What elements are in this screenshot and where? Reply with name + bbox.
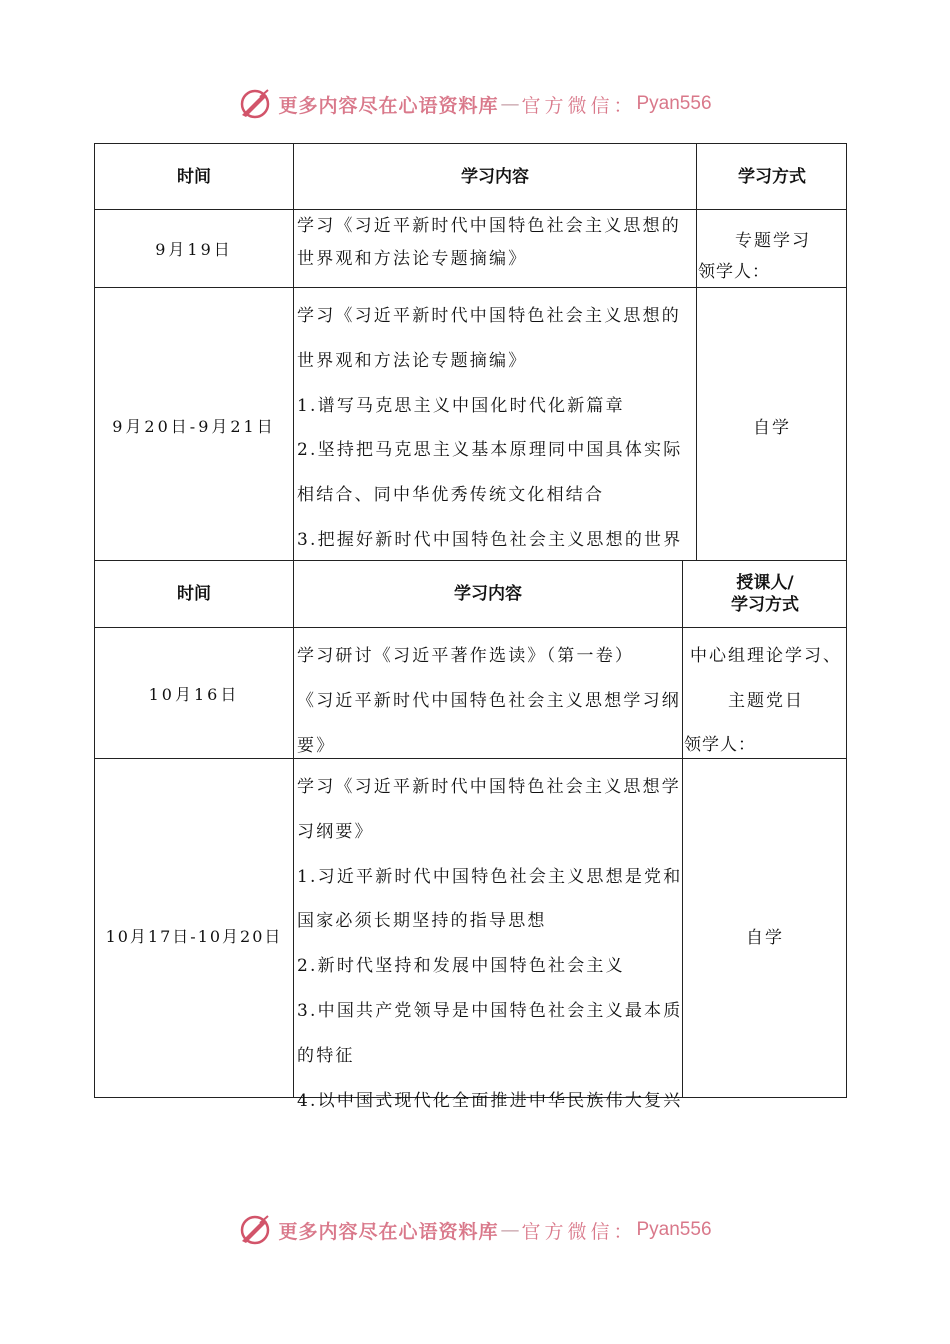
content-line: 习纲要》 xyxy=(297,821,374,842)
header-time: 时间 xyxy=(177,584,211,604)
row-content xyxy=(294,634,682,768)
watermark-wechat-id: Pyan556 xyxy=(636,1219,712,1240)
row-date: 9月20日-9月21日 xyxy=(112,416,276,436)
content-line: 《习近平新时代中国特色社会主义思想学习纲 xyxy=(297,690,681,711)
content-line: 学习《习近平新时代中国特色社会主义思想学 xyxy=(297,777,681,797)
header-time: 时间 xyxy=(177,166,211,187)
watermark-wechat-label: 官方微信： xyxy=(521,94,637,117)
content-line: 国家必须长期坚持的指导思想 xyxy=(297,911,547,932)
row-leader: 领学人： xyxy=(698,262,770,282)
schedule-table-1 xyxy=(94,143,847,561)
content-line: 相结合、同中华优秀传统文化相结合 xyxy=(297,485,605,506)
content-line: 1.习近平新时代中国特色社会主义思想是党和 xyxy=(297,866,683,887)
watermark-text: 更多内容尽在心语资料库 xyxy=(278,94,499,117)
content-line: 学习《习近平新时代中国特色社会主义思想的 xyxy=(297,306,681,326)
content-line: 学习《习近平新时代中国特色社会主义思想的 xyxy=(297,216,681,236)
row-method: 自学 xyxy=(746,927,784,948)
quill-logo-icon xyxy=(238,1213,272,1247)
content-line: 的特征 xyxy=(297,1045,355,1066)
header-method-line: 授课人/ xyxy=(736,573,794,593)
watermark-banner-bottom xyxy=(0,1210,950,1250)
row-date: 10月16日 xyxy=(148,684,240,704)
content-line: 要》 xyxy=(297,735,336,756)
row-content xyxy=(294,765,682,1123)
header-content: 学习内容 xyxy=(454,584,522,604)
row-content xyxy=(294,294,696,563)
row-method: 自学 xyxy=(753,417,791,438)
content-line: 世界观和方法论专题摘编》 xyxy=(297,249,528,269)
quill-logo-icon xyxy=(238,87,272,121)
watermark-separator: — xyxy=(500,1219,520,1241)
content-line: 学习研讨《习近平著作选读》（第一卷） xyxy=(297,646,635,666)
header-method-line: 学习方式 xyxy=(731,595,799,615)
header-method xyxy=(683,561,847,627)
header-method: 学习方式 xyxy=(738,166,806,187)
watermark-banner-top xyxy=(0,84,950,124)
watermark-text: 更多内容尽在心语资料库 xyxy=(278,1220,499,1243)
schedule-table-2 xyxy=(94,560,847,1111)
watermark-separator: — xyxy=(500,93,520,115)
watermark-wechat-label: 官方微信： xyxy=(521,1220,637,1243)
row-leader: 领学人： xyxy=(684,735,756,755)
content-line: 3.中国共产党领导是中国特色社会主义最本质 xyxy=(297,1000,683,1021)
row-content xyxy=(294,210,696,276)
content-line: 2.新时代坚持和发展中国特色社会主义 xyxy=(297,956,625,977)
row-method: 中心组理论学习、 xyxy=(690,646,842,666)
content-line: 2.坚持把马克思主义基本原理同中国具体实际 xyxy=(297,440,683,461)
watermark-wechat-id: Pyan556 xyxy=(636,93,712,114)
header-content: 学习内容 xyxy=(461,166,529,187)
row-date: 10月17日-10月20日 xyxy=(105,926,283,946)
content-line: 1.谱写马克思主义中国化时代化新篇章 xyxy=(297,395,625,416)
content-line: 世界观和方法论专题摘编》 xyxy=(297,350,528,371)
row-method: 专题学习 xyxy=(735,231,811,251)
content-line: 4.以中国式现代化全面推进中华民族伟大复兴 xyxy=(297,1090,683,1111)
row-method: 主题党日 xyxy=(728,691,804,711)
content-line: 3.把握好新时代中国特色社会主义思想的世界 xyxy=(297,529,683,550)
row-date: 9月19日 xyxy=(155,240,233,259)
